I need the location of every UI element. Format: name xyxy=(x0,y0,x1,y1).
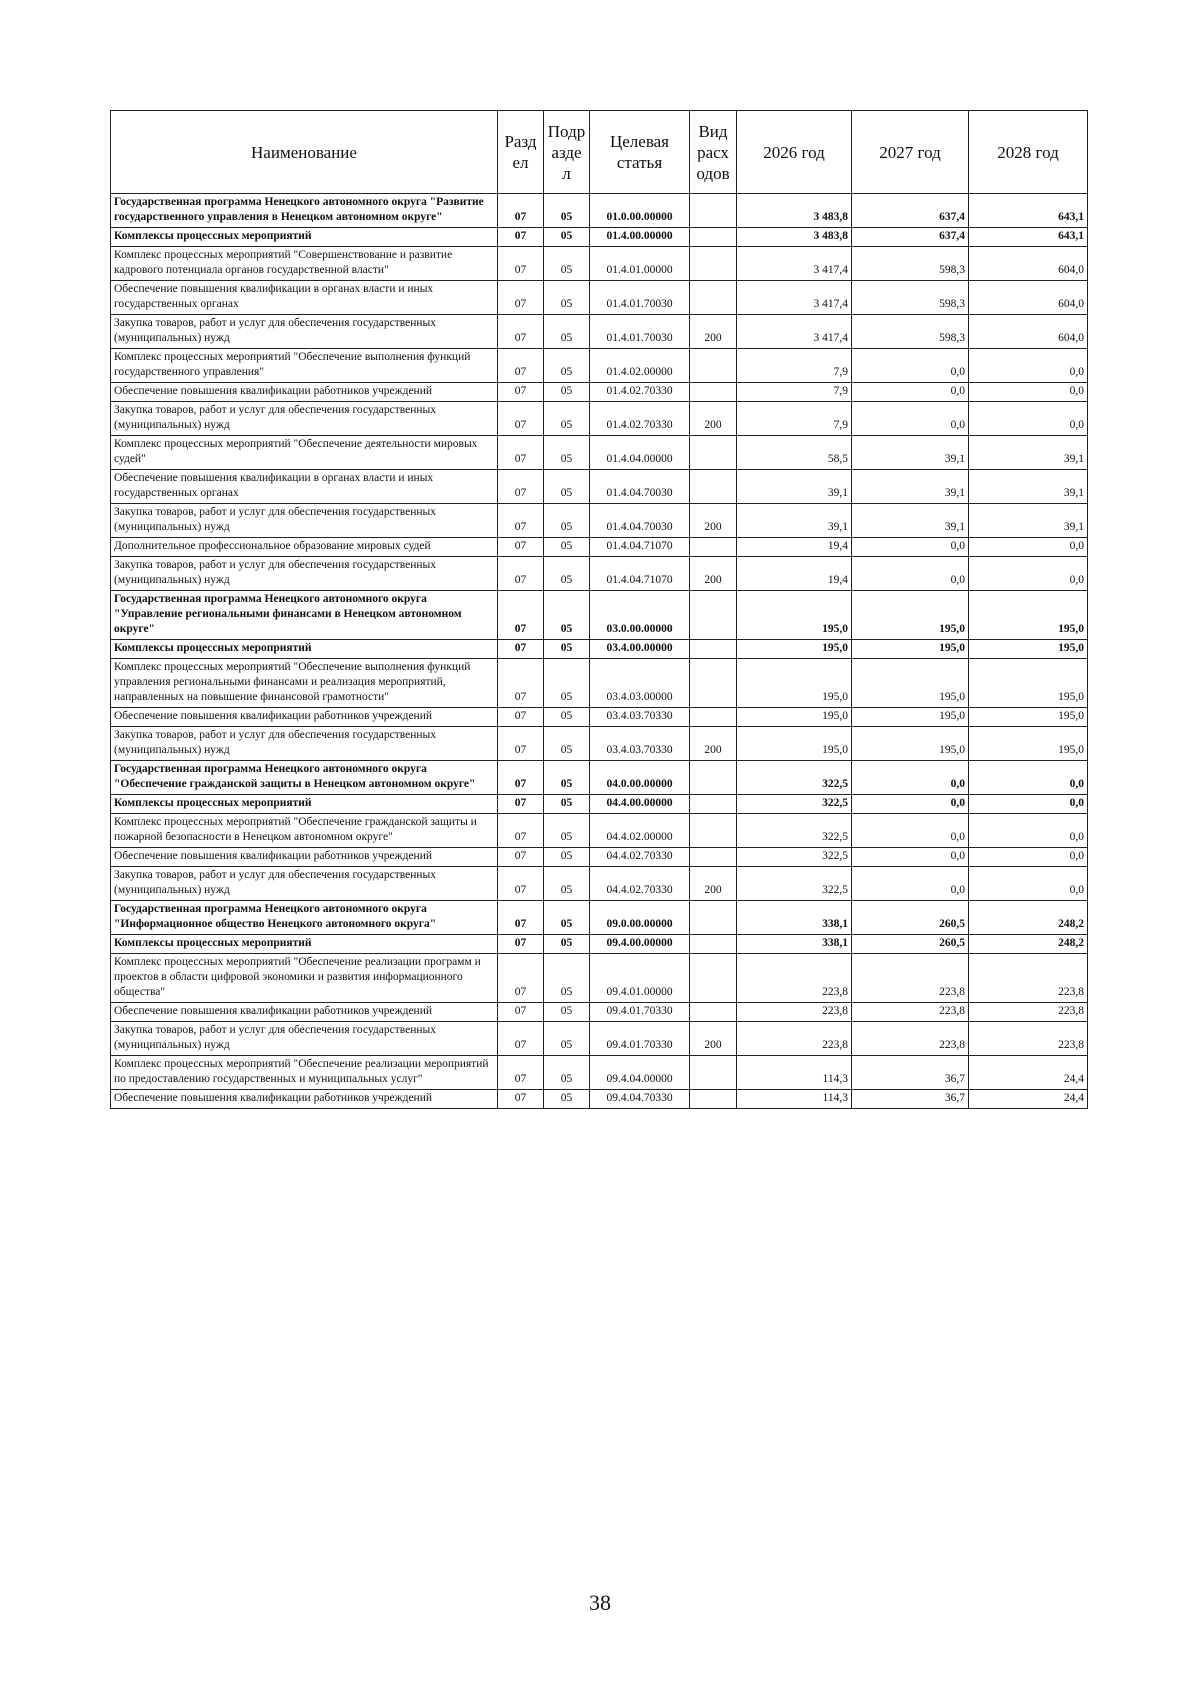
cell-2028: 643,1 xyxy=(969,228,1088,247)
cell-2027: 0,0 xyxy=(852,848,969,867)
cell-target-article: 01.4.04.70030 xyxy=(590,504,690,538)
cell-target-article: 03.4.03.70330 xyxy=(590,727,690,761)
cell-2028: 0,0 xyxy=(969,761,1088,795)
cell-2026: 39,1 xyxy=(737,470,852,504)
cell-section: 07 xyxy=(498,228,544,247)
cell-target-article: 03.4.03.00000 xyxy=(590,659,690,708)
cell-section: 07 xyxy=(498,402,544,436)
cell-2028: 0,0 xyxy=(969,402,1088,436)
table-row xyxy=(111,557,1088,591)
cell-2026: 114,3 xyxy=(737,1056,852,1090)
cell-expense-type xyxy=(690,848,737,867)
cell-2026: 114,3 xyxy=(737,1090,852,1109)
cell-expense-type xyxy=(690,814,737,848)
cell-2026: 223,8 xyxy=(737,954,852,1003)
cell-subsection: 05 xyxy=(544,194,590,228)
cell-2027: 0,0 xyxy=(852,557,969,591)
cell-expense-type xyxy=(690,349,737,383)
cell-2028: 195,0 xyxy=(969,640,1088,659)
table-row xyxy=(111,901,1088,935)
cell-expense-type xyxy=(690,708,737,727)
cell-2026: 3 417,4 xyxy=(737,281,852,315)
cell-name: Обеспечение повышения квалификации работников учреждений xyxy=(111,1003,498,1022)
cell-2026: 3 483,8 xyxy=(737,228,852,247)
cell-name: Комплексы процессных мероприятий xyxy=(111,640,498,659)
cell-subsection: 05 xyxy=(544,247,590,281)
cell-name: Закупка товаров, работ и услуг для обеспечения государственных (муниципальных) нужд xyxy=(111,402,498,436)
table-row xyxy=(111,1090,1088,1109)
cell-expense-type xyxy=(690,281,737,315)
cell-2027: 0,0 xyxy=(852,402,969,436)
cell-target-article: 01.4.01.70030 xyxy=(590,281,690,315)
cell-section: 07 xyxy=(498,848,544,867)
cell-2028: 0,0 xyxy=(969,538,1088,557)
cell-expense-type xyxy=(690,640,737,659)
header-year-2028: 2028 год xyxy=(969,111,1088,194)
cell-subsection: 05 xyxy=(544,727,590,761)
cell-2027: 36,7 xyxy=(852,1090,969,1109)
cell-section: 07 xyxy=(498,795,544,814)
cell-2026: 7,9 xyxy=(737,349,852,383)
cell-section: 07 xyxy=(498,761,544,795)
cell-subsection: 05 xyxy=(544,708,590,727)
cell-2028: 604,0 xyxy=(969,315,1088,349)
cell-target-article: 04.4.02.70330 xyxy=(590,867,690,901)
cell-target-article: 01.4.02.70330 xyxy=(590,383,690,402)
cell-section: 07 xyxy=(498,281,544,315)
cell-expense-type: 200 xyxy=(690,727,737,761)
cell-expense-type xyxy=(690,228,737,247)
cell-subsection: 05 xyxy=(544,1056,590,1090)
cell-2026: 223,8 xyxy=(737,1022,852,1056)
cell-2027: 223,8 xyxy=(852,954,969,1003)
cell-2026: 322,5 xyxy=(737,867,852,901)
cell-2028: 604,0 xyxy=(969,247,1088,281)
cell-name: Обеспечение повышения квалификации в органах власти и иных государственных органах xyxy=(111,281,498,315)
cell-2028: 0,0 xyxy=(969,867,1088,901)
cell-expense-type xyxy=(690,470,737,504)
table-row xyxy=(111,640,1088,659)
cell-name: Закупка товаров, работ и услуг для обеспечения государственных (муниципальных) нужд xyxy=(111,504,498,538)
cell-2027: 0,0 xyxy=(852,349,969,383)
table-row xyxy=(111,795,1088,814)
cell-2027: 223,8 xyxy=(852,1003,969,1022)
cell-subsection: 05 xyxy=(544,538,590,557)
cell-2028: 39,1 xyxy=(969,436,1088,470)
cell-subsection: 05 xyxy=(544,591,590,640)
cell-target-article: 01.4.00.00000 xyxy=(590,228,690,247)
cell-2027: 598,3 xyxy=(852,247,969,281)
table-row xyxy=(111,402,1088,436)
cell-2027: 260,5 xyxy=(852,935,969,954)
cell-expense-type xyxy=(690,1090,737,1109)
cell-expense-type xyxy=(690,1003,737,1022)
cell-2027: 637,4 xyxy=(852,194,969,228)
table-row xyxy=(111,504,1088,538)
cell-2028: 0,0 xyxy=(969,557,1088,591)
cell-subsection: 05 xyxy=(544,659,590,708)
cell-subsection: 05 xyxy=(544,761,590,795)
table-row xyxy=(111,1056,1088,1090)
cell-name: Комплексы процессных мероприятий xyxy=(111,795,498,814)
cell-2027: 0,0 xyxy=(852,795,969,814)
cell-expense-type xyxy=(690,247,737,281)
table-row xyxy=(111,470,1088,504)
cell-2028: 39,1 xyxy=(969,504,1088,538)
table-row xyxy=(111,659,1088,708)
header-expense-type: Вид расх одов xyxy=(690,111,737,194)
cell-section: 07 xyxy=(498,436,544,470)
cell-subsection: 05 xyxy=(544,402,590,436)
cell-section: 07 xyxy=(498,349,544,383)
cell-section: 07 xyxy=(498,867,544,901)
cell-expense-type: 200 xyxy=(690,867,737,901)
cell-section: 07 xyxy=(498,727,544,761)
cell-name: Закупка товаров, работ и услуг для обеспечения государственных (муниципальных) нужд xyxy=(111,727,498,761)
cell-name: Закупка товаров, работ и услуг для обеспечения государственных (муниципальных) нужд xyxy=(111,867,498,901)
cell-target-article: 03.0.00.00000 xyxy=(590,591,690,640)
cell-expense-type xyxy=(690,901,737,935)
cell-name: Комплекс процессных мероприятий "Обеспечение реализации программ и проектов в области цифровой экономики и развития информационного общества" xyxy=(111,954,498,1003)
cell-expense-type xyxy=(690,659,737,708)
cell-section: 07 xyxy=(498,954,544,1003)
cell-expense-type: 200 xyxy=(690,315,737,349)
table-row xyxy=(111,848,1088,867)
cell-target-article: 01.4.02.00000 xyxy=(590,349,690,383)
cell-section: 07 xyxy=(498,935,544,954)
cell-expense-type xyxy=(690,795,737,814)
cell-section: 07 xyxy=(498,538,544,557)
cell-2028: 0,0 xyxy=(969,349,1088,383)
cell-2028: 195,0 xyxy=(969,659,1088,708)
cell-2027: 0,0 xyxy=(852,814,969,848)
cell-subsection: 05 xyxy=(544,436,590,470)
table-row xyxy=(111,228,1088,247)
table-row xyxy=(111,708,1088,727)
cell-target-article: 01.4.04.00000 xyxy=(590,436,690,470)
cell-2028: 24,4 xyxy=(969,1056,1088,1090)
cell-2026: 3 483,8 xyxy=(737,194,852,228)
cell-2028: 604,0 xyxy=(969,281,1088,315)
cell-expense-type xyxy=(690,194,737,228)
cell-subsection: 05 xyxy=(544,504,590,538)
table-row xyxy=(111,591,1088,640)
table-row xyxy=(111,1003,1088,1022)
cell-2027: 0,0 xyxy=(852,867,969,901)
cell-target-article: 01.4.01.70030 xyxy=(590,315,690,349)
cell-2026: 223,8 xyxy=(737,1003,852,1022)
cell-2028: 643,1 xyxy=(969,194,1088,228)
cell-expense-type xyxy=(690,954,737,1003)
header-row xyxy=(111,111,1088,194)
cell-section: 07 xyxy=(498,383,544,402)
cell-name: Комплекс процессных мероприятий "Обеспечение реализации мероприятий по предоставлению государственных и муниципальных услуг" xyxy=(111,1056,498,1090)
cell-subsection: 05 xyxy=(544,935,590,954)
cell-2027: 0,0 xyxy=(852,538,969,557)
cell-target-article: 04.0.00.00000 xyxy=(590,761,690,795)
cell-2028: 39,1 xyxy=(969,470,1088,504)
table-row xyxy=(111,1022,1088,1056)
cell-2027: 195,0 xyxy=(852,659,969,708)
cell-2026: 195,0 xyxy=(737,727,852,761)
cell-2028: 195,0 xyxy=(969,727,1088,761)
cell-name: Комплексы процессных мероприятий xyxy=(111,935,498,954)
cell-target-article: 01.4.04.70030 xyxy=(590,470,690,504)
cell-section: 07 xyxy=(498,640,544,659)
cell-section: 07 xyxy=(498,315,544,349)
cell-name: Комплекс процессных мероприятий "Обеспечение гражданской защиты и пожарной безопасности в Ненецком автономном округе" xyxy=(111,814,498,848)
cell-target-article: 09.4.04.70330 xyxy=(590,1090,690,1109)
cell-2027: 36,7 xyxy=(852,1056,969,1090)
cell-2028: 248,2 xyxy=(969,935,1088,954)
cell-target-article: 01.0.00.00000 xyxy=(590,194,690,228)
cell-2027: 195,0 xyxy=(852,727,969,761)
cell-target-article: 03.4.00.00000 xyxy=(590,640,690,659)
cell-target-article: 01.4.02.70330 xyxy=(590,402,690,436)
cell-name: Комплекс процессных мероприятий "Совершенствование и развитие кадрового потенциала органов государственной власти" xyxy=(111,247,498,281)
cell-2027: 0,0 xyxy=(852,383,969,402)
cell-name: Обеспечение повышения квалификации в органах власти и иных государственных органах xyxy=(111,470,498,504)
cell-subsection: 05 xyxy=(544,1003,590,1022)
cell-name: Закупка товаров, работ и услуг для обеспечения государственных (муниципальных) нужд xyxy=(111,1022,498,1056)
cell-2026: 3 417,4 xyxy=(737,315,852,349)
cell-subsection: 05 xyxy=(544,1022,590,1056)
cell-name: Обеспечение повышения квалификации работников учреждений xyxy=(111,1090,498,1109)
page-number: 38 xyxy=(589,1590,611,1615)
cell-2027: 39,1 xyxy=(852,504,969,538)
table-row xyxy=(111,383,1088,402)
cell-2026: 39,1 xyxy=(737,504,852,538)
cell-2026: 338,1 xyxy=(737,935,852,954)
cell-expense-type xyxy=(690,591,737,640)
cell-2027: 260,5 xyxy=(852,901,969,935)
cell-subsection: 05 xyxy=(544,954,590,1003)
cell-section: 07 xyxy=(498,470,544,504)
table-row xyxy=(111,538,1088,557)
cell-target-article: 01.4.01.00000 xyxy=(590,247,690,281)
table-row xyxy=(111,935,1088,954)
cell-2026: 322,5 xyxy=(737,848,852,867)
cell-subsection: 05 xyxy=(544,1090,590,1109)
cell-2028: 0,0 xyxy=(969,848,1088,867)
cell-expense-type: 200 xyxy=(690,402,737,436)
cell-subsection: 05 xyxy=(544,228,590,247)
cell-section: 07 xyxy=(498,1090,544,1109)
cell-2027: 637,4 xyxy=(852,228,969,247)
cell-2027: 0,0 xyxy=(852,761,969,795)
cell-expense-type xyxy=(690,935,737,954)
cell-2026: 19,4 xyxy=(737,557,852,591)
cell-2026: 7,9 xyxy=(737,383,852,402)
cell-section: 07 xyxy=(498,708,544,727)
cell-section: 07 xyxy=(498,1003,544,1022)
cell-2027: 195,0 xyxy=(852,640,969,659)
header-section: Разд ел xyxy=(498,111,544,194)
cell-subsection: 05 xyxy=(544,349,590,383)
cell-target-article: 03.4.03.70330 xyxy=(590,708,690,727)
cell-expense-type: 200 xyxy=(690,1022,737,1056)
cell-2026: 3 417,4 xyxy=(737,247,852,281)
cell-name: Государственная программа Ненецкого автономного округа "Управление региональными финансами в Ненецком автономном округе" xyxy=(111,591,498,640)
cell-section: 07 xyxy=(498,194,544,228)
cell-name: Обеспечение повышения квалификации работников учреждений xyxy=(111,383,498,402)
cell-2028: 223,8 xyxy=(969,1022,1088,1056)
cell-target-article: 09.0.00.00000 xyxy=(590,901,690,935)
table-row xyxy=(111,281,1088,315)
cell-expense-type xyxy=(690,538,737,557)
cell-2028: 248,2 xyxy=(969,901,1088,935)
cell-2026: 7,9 xyxy=(737,402,852,436)
table-row xyxy=(111,349,1088,383)
cell-2027: 598,3 xyxy=(852,315,969,349)
cell-2028: 223,8 xyxy=(969,954,1088,1003)
budget-table xyxy=(110,110,1088,1109)
cell-2028: 0,0 xyxy=(969,383,1088,402)
cell-name: Государственная программа Ненецкого автономного округа "Информационное общество Ненецкого автономного округа" xyxy=(111,901,498,935)
cell-name: Закупка товаров, работ и услуг для обеспечения государственных (муниципальных) нужд xyxy=(111,315,498,349)
cell-subsection: 05 xyxy=(544,795,590,814)
cell-2027: 598,3 xyxy=(852,281,969,315)
cell-name: Государственная программа Ненецкого автономного округа "Развитие государственного управления в Ненецком автономном округе" xyxy=(111,194,498,228)
cell-target-article: 01.4.04.71070 xyxy=(590,538,690,557)
cell-2026: 58,5 xyxy=(737,436,852,470)
header-target-article: Целевая статья xyxy=(590,111,690,194)
table-row xyxy=(111,247,1088,281)
cell-section: 07 xyxy=(498,557,544,591)
table-row xyxy=(111,867,1088,901)
cell-target-article: 04.4.00.00000 xyxy=(590,795,690,814)
table-row xyxy=(111,194,1088,228)
cell-subsection: 05 xyxy=(544,383,590,402)
cell-section: 07 xyxy=(498,1056,544,1090)
budget-table-sheet xyxy=(110,110,1087,1109)
table-row xyxy=(111,954,1088,1003)
cell-2028: 0,0 xyxy=(969,814,1088,848)
cell-2028: 0,0 xyxy=(969,795,1088,814)
cell-section: 07 xyxy=(498,814,544,848)
cell-section: 07 xyxy=(498,1022,544,1056)
cell-target-article: 01.4.04.71070 xyxy=(590,557,690,591)
cell-name: Комплексы процессных мероприятий xyxy=(111,228,498,247)
cell-name: Дополнительное профессиональное образование мировых судей xyxy=(111,538,498,557)
header-year-2026: 2026 год xyxy=(737,111,852,194)
cell-2027: 39,1 xyxy=(852,436,969,470)
cell-subsection: 05 xyxy=(544,640,590,659)
cell-target-article: 09.4.04.00000 xyxy=(590,1056,690,1090)
cell-2026: 322,5 xyxy=(737,761,852,795)
cell-subsection: 05 xyxy=(544,557,590,591)
cell-2026: 19,4 xyxy=(737,538,852,557)
cell-subsection: 05 xyxy=(544,470,590,504)
header-subsection: Подр азде л xyxy=(544,111,590,194)
cell-section: 07 xyxy=(498,901,544,935)
cell-target-article: 09.4.01.70330 xyxy=(590,1003,690,1022)
cell-subsection: 05 xyxy=(544,315,590,349)
cell-subsection: 05 xyxy=(544,867,590,901)
cell-name: Государственная программа Ненецкого автономного округа "Обеспечение гражданской защиты в Ненецком автономном округе" xyxy=(111,761,498,795)
cell-expense-type xyxy=(690,761,737,795)
cell-2026: 338,1 xyxy=(737,901,852,935)
cell-2026: 195,0 xyxy=(737,708,852,727)
cell-2027: 195,0 xyxy=(852,708,969,727)
cell-expense-type: 200 xyxy=(690,557,737,591)
table-row xyxy=(111,315,1088,349)
cell-target-article: 04.4.02.00000 xyxy=(590,814,690,848)
table-row xyxy=(111,814,1088,848)
cell-name: Комплекс процессных мероприятий "Обеспечение выполнения функций государственного управления" xyxy=(111,349,498,383)
cell-2026: 195,0 xyxy=(737,591,852,640)
cell-expense-type xyxy=(690,383,737,402)
header-name: Наименование xyxy=(111,111,498,194)
table-body xyxy=(111,194,1088,1109)
cell-expense-type xyxy=(690,1056,737,1090)
table-row xyxy=(111,727,1088,761)
cell-expense-type: 200 xyxy=(690,504,737,538)
cell-2026: 195,0 xyxy=(737,659,852,708)
cell-section: 07 xyxy=(498,591,544,640)
cell-2026: 322,5 xyxy=(737,795,852,814)
cell-subsection: 05 xyxy=(544,901,590,935)
cell-subsection: 05 xyxy=(544,814,590,848)
cell-name: Закупка товаров, работ и услуг для обеспечения государственных (муниципальных) нужд xyxy=(111,557,498,591)
cell-2027: 195,0 xyxy=(852,591,969,640)
cell-2028: 195,0 xyxy=(969,708,1088,727)
cell-target-article: 04.4.02.70330 xyxy=(590,848,690,867)
cell-target-article: 09.4.01.70330 xyxy=(590,1022,690,1056)
cell-2027: 223,8 xyxy=(852,1022,969,1056)
cell-2028: 223,8 xyxy=(969,1003,1088,1022)
cell-name: Обеспечение повышения квалификации работников учреждений xyxy=(111,708,498,727)
cell-section: 07 xyxy=(498,659,544,708)
cell-section: 07 xyxy=(498,504,544,538)
cell-expense-type xyxy=(690,436,737,470)
cell-subsection: 05 xyxy=(544,848,590,867)
table-row xyxy=(111,761,1088,795)
cell-2026: 322,5 xyxy=(737,814,852,848)
cell-2027: 39,1 xyxy=(852,470,969,504)
cell-2028: 195,0 xyxy=(969,591,1088,640)
table-row xyxy=(111,436,1088,470)
cell-name: Комплекс процессных мероприятий "Обеспечение выполнения функций управления региональными финансами и реализация мероприятий, направленных на повышение финансовой грамотности" xyxy=(111,659,498,708)
cell-target-article: 09.4.01.00000 xyxy=(590,954,690,1003)
cell-name: Комплекс процессных мероприятий "Обеспечение деятельности мировых судей" xyxy=(111,436,498,470)
cell-target-article: 09.4.00.00000 xyxy=(590,935,690,954)
cell-subsection: 05 xyxy=(544,281,590,315)
cell-2028: 24,4 xyxy=(969,1090,1088,1109)
cell-name: Обеспечение повышения квалификации работников учреждений xyxy=(111,848,498,867)
cell-2026: 195,0 xyxy=(737,640,852,659)
cell-section: 07 xyxy=(498,247,544,281)
header-year-2027: 2027 год xyxy=(852,111,969,194)
